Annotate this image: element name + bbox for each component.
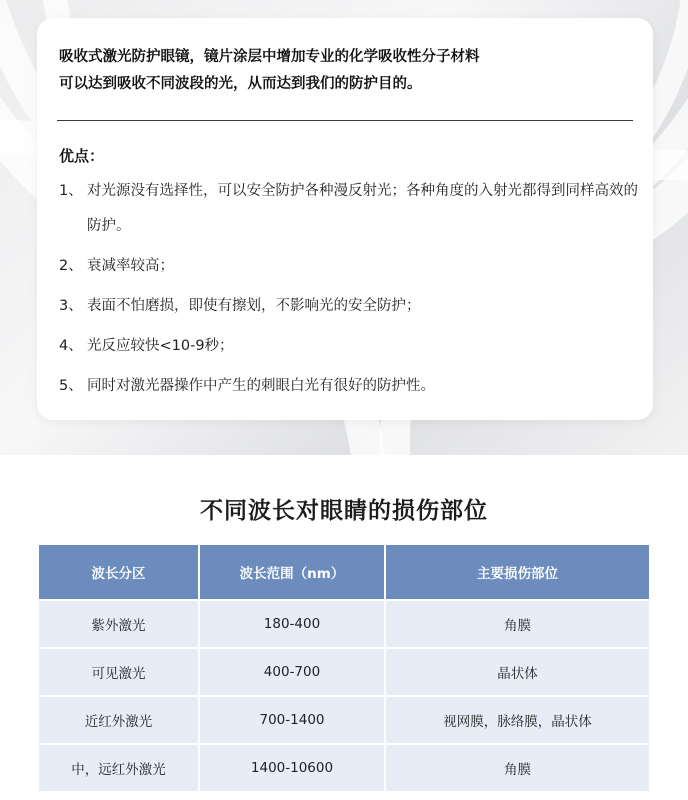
divider — [57, 120, 633, 121]
list-item — [59, 253, 639, 284]
list-item — [59, 373, 639, 404]
info-card — [37, 18, 653, 420]
table-title: 不同波长对眼睛的损伤部位 — [200, 498, 488, 524]
table-row — [39, 745, 649, 791]
table-row — [39, 601, 649, 647]
table-cell: 晶状体 — [386, 649, 649, 695]
header-wavelength-range: 波长范围（nm） — [200, 545, 384, 599]
item-text: 表面不怕磨损，即使有擦划，不影响光的安全防护； — [87, 298, 421, 314]
item-number: 1、 — [59, 183, 83, 199]
item-number: 5、 — [59, 378, 83, 394]
list-item — [59, 178, 639, 244]
intro-text — [59, 44, 639, 98]
intro-line-1: 吸收式激光防护眼镜，镜片涂层中增加专业的化学吸收性分子材料 — [59, 49, 480, 65]
damage-table — [37, 543, 651, 793]
header-wavelength-band: 波长分区 — [39, 545, 198, 599]
item-number: 3、 — [59, 298, 83, 314]
table-row — [39, 649, 649, 695]
advantages-list — [59, 178, 639, 413]
table-cell: 角膜 — [386, 745, 649, 791]
table-cell: 中，远红外激光 — [39, 745, 198, 791]
table-row — [39, 697, 649, 743]
table-cell: 视网膜，脉络膜，晶状体 — [386, 697, 649, 743]
table-header-row — [39, 545, 649, 599]
table-cell: 700-1400 — [200, 697, 384, 743]
table-cell: 1400-10600 — [200, 745, 384, 791]
table-cell: 紫外激光 — [39, 601, 198, 647]
table-cell: 角膜 — [386, 601, 649, 647]
table-cell: 180-400 — [200, 601, 384, 647]
header-damage-site: 主要损伤部位 — [386, 545, 649, 599]
table-cell: 近红外激光 — [39, 697, 198, 743]
item-number: 4、 — [59, 338, 83, 354]
list-item — [59, 293, 639, 324]
item-text: 对光源没有选择性，可以安全防护各种漫反射光；各种角度的入射光都得到同样高效的防护。 — [87, 183, 638, 234]
advantages-title: 优点： — [59, 147, 105, 165]
table-cell: 400-700 — [200, 649, 384, 695]
item-number: 2、 — [59, 258, 83, 274]
item-text: 光反应较快<10-9秒； — [87, 338, 234, 354]
intro-line-2: 可以达到吸收不同波段的光，从而达到我们的防护目的。 — [59, 76, 422, 92]
item-text: 衰减率较高； — [87, 258, 174, 274]
item-text: 同时对激光器操作中产生的刺眼白光有很好的防护性。 — [87, 378, 435, 394]
table-cell: 可见激光 — [39, 649, 198, 695]
list-item — [59, 333, 639, 364]
